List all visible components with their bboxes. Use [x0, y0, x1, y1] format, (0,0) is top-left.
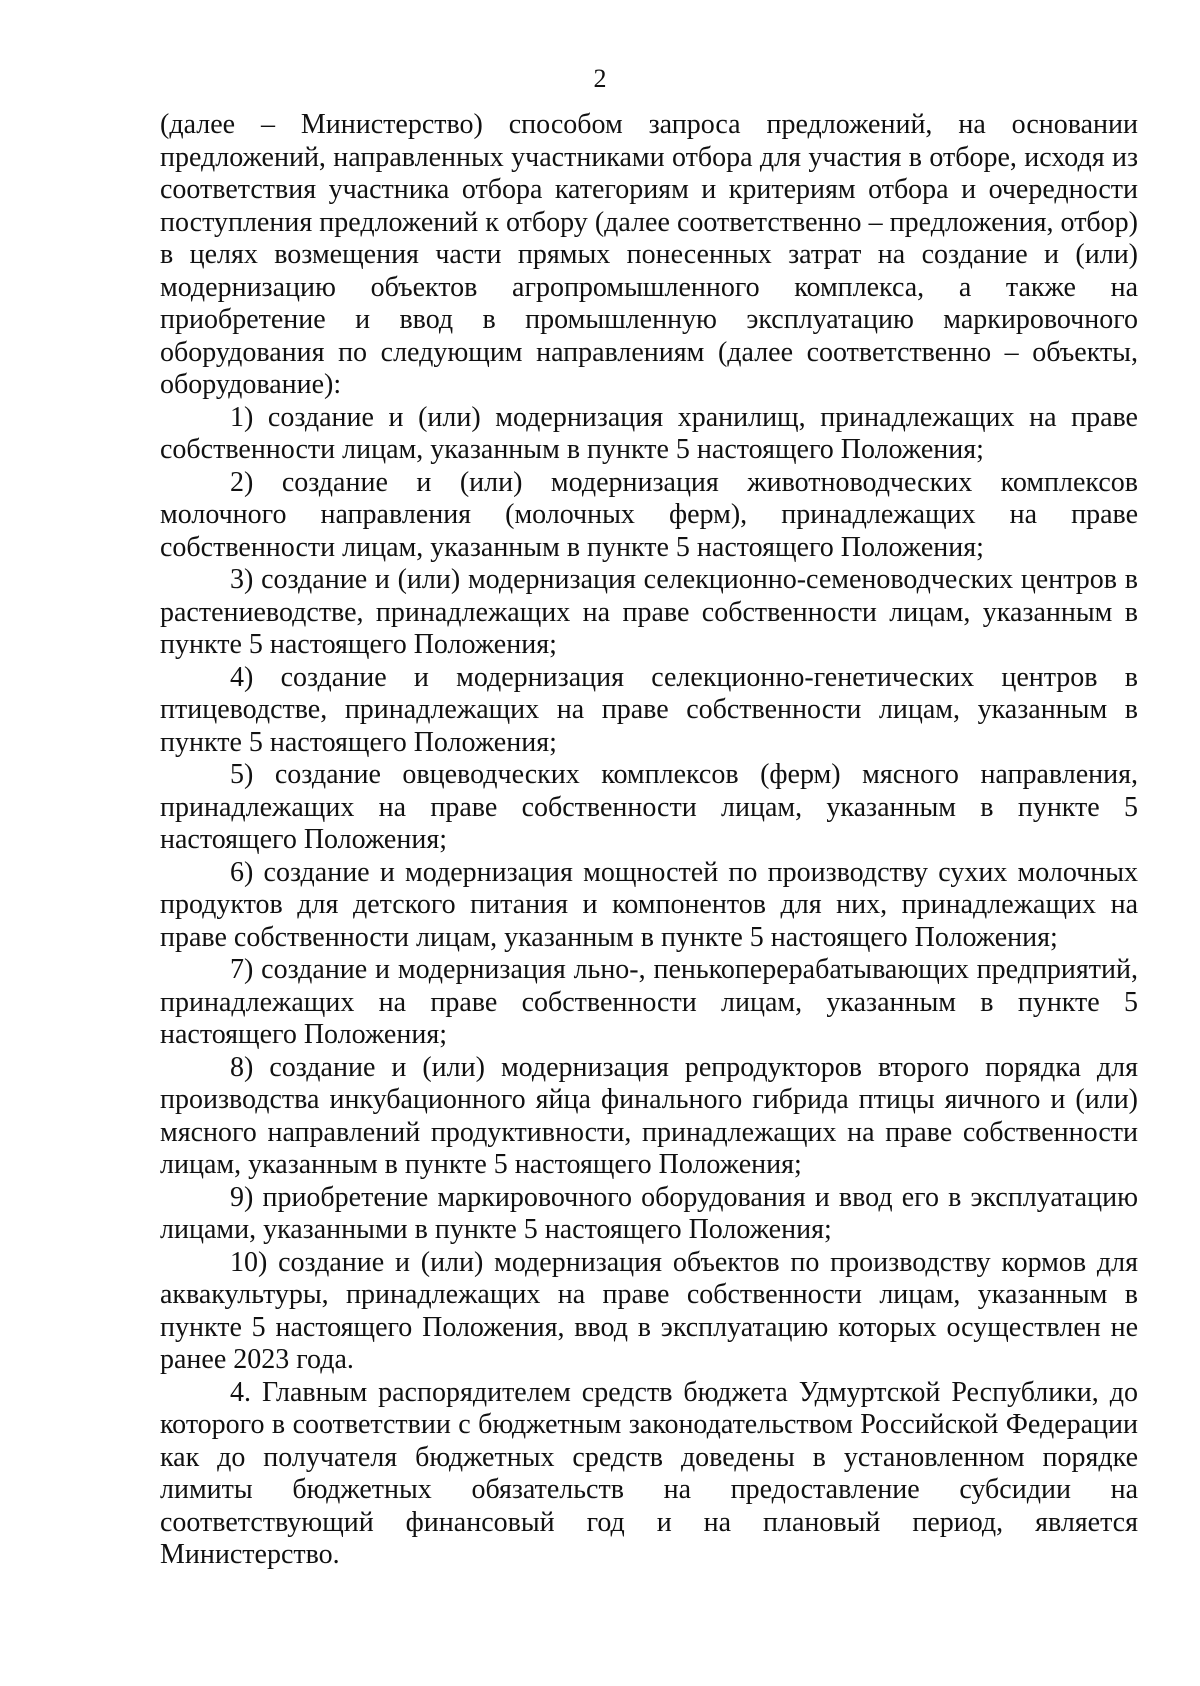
- list-item-8: 8) создание и (или) модернизация репродукторов второго порядка для производства инкубационного яйца финального гибрида птицы яичного и (или) мясного направлений продуктивности, принадлежащих на праве собственности лицам, указанным в пункте 5 настоящего Положения;: [160, 1051, 1138, 1180]
- document-body: [160, 109, 1138, 1572]
- page-number: 2: [593, 64, 607, 93]
- list-item-5: 5) создание овцеводческих комплексов (ферм) мясного направления, принадлежащих на праве собственности лицам, указанным в пункте 5 настоящего Положения;: [160, 759, 1138, 855]
- paragraph-section-4: 4. Главным распорядителем средств бюджета Удмуртской Республики, до которого в соответствии с бюджетным законодательством Российской Федерации как до получателя бюджетных средств доведены в установленном порядке лимиты бюджетных обязательств на предоставление субсидии на соответствующий финансовый год и на плановый период, является Министерство.: [160, 1376, 1138, 1570]
- list-item-4: 4) создание и модернизация селекционно-генетических центров в птицеводстве, принадлежащих на праве собственности лицам, указанным в пункте 5 настоящего Положения;: [160, 661, 1138, 758]
- list-item-2: 2) создание и (или) модернизация животноводческих комплексов молочного направления (молочных ферм), принадлежащих на праве собственности лицам, указанным в пункте 5 настоящего Положения;: [160, 466, 1138, 563]
- list-item-1: 1) создание и (или) модернизация хранилищ, принадлежащих на праве собственности лицам, указанным в пункте 5 настоящего Положения;: [160, 401, 1138, 465]
- list-item-6: 6) создание и модернизация мощностей по производству сухих молочных продуктов для детского питания и компонентов для них, принадлежащих на праве собственности лицам, указанным в пункте 5 настоящего Положения;: [160, 856, 1138, 953]
- list-item-7: 7) создание и модернизация льно-, пенькоперерабатывающих предприятий, принадлежащих на праве собственности лицам, указанным в пункте 5 настоящего Положения;: [160, 954, 1138, 1050]
- paragraph-intro: (далее – Министерство) способом запроса предложений, на основании предложений, направленных участниками отбора для участия в отборе, исходя из соответствия участника отбора категориям и критериям отбора и очередности поступления предложений к отбору (далее соответственно – предложения, отбор) в целях возмещения части прямых понесенных затрат на создание и (или) модернизацию объектов агропромышленного комплекса, а также на приобретение и ввод в промышленную эксплуатацию маркировочного оборудования по следующим направлениям (далее соответственно – объекты, оборудование):: [160, 109, 1138, 400]
- list-item-9: 9) приобретение маркировочного оборудования и ввод его в эксплуатацию лицами, указанными в пункте 5 настоящего Положения;: [160, 1181, 1138, 1245]
- list-item-3: 3) создание и (или) модернизация селекционно-семеноводческих центров в растениеводстве, принадлежащих на праве собственности лицам, указанным в пункте 5 настоящего Положения;: [160, 564, 1138, 660]
- list-item-10: 10) создание и (или) модернизация объектов по производству кормов для аквакультуры, принадлежащих на праве собственности лицам, указанным в пункте 5 настоящего Положения, ввод в эксплуатацию которых осуществлен не ранее 2023 года.: [160, 1246, 1138, 1375]
